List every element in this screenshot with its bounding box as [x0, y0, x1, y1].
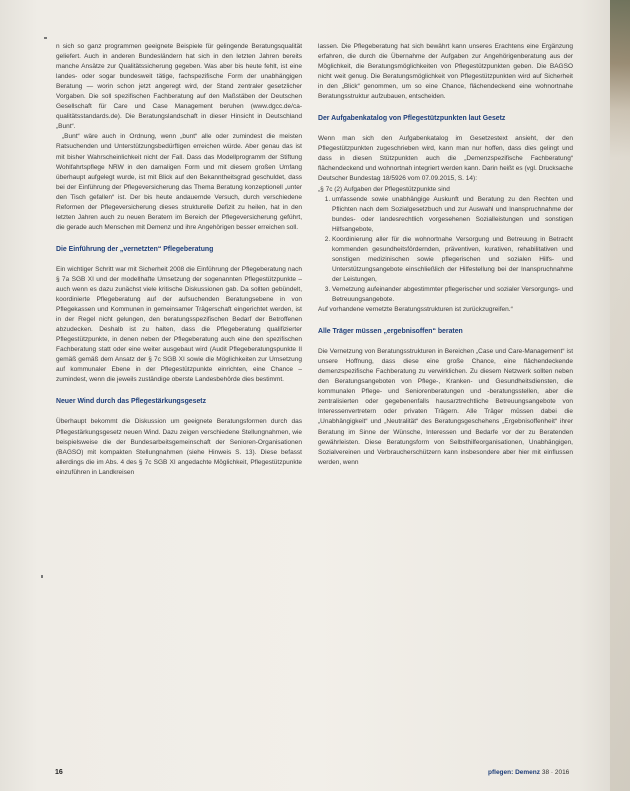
left-paragraph-4: Überhaupt bekommt die Diskussion um geeignete Beratungsformen durch das Pflegestärkungsgesetz neuen Wind. Dazu zeigen verschiedene Stellungnahmen, wie beispielsweise die der Bundesarbeitsgemeinschaft der Senioren-Organisationen (BAGSO) mit kompakten Stellungnahmen (siehe Hinweis S. 13). Diese befasst allerdings die im Abs. 4 des § 7c SGB XI angedachte Möglichkeit, Pflegestützpunkte einzuführen in Landkreisen	[56, 418, 302, 476]
left-column	[56, 42, 302, 478]
law-quote-intro: „§ 7c (2) Aufgaben der Pflegestützpunkte sind	[318, 185, 450, 193]
scan-speck	[41, 575, 43, 578]
right-paragraph-4: Die Vernetzung von Beratungsstrukturen in Bereichen „Case und Care-Management“ ist unsere Hoffnung, dass diese eine große Chance, eine flächendeckende demenzspezifische Fachberatung zu verwirklichen. Zu diesem Netzwerk sollten neben den Beratungsangeboten von Pflege-, Kranken- und Gesundheitsdiensten, die kommunalen Pflege- und Seniorenberatungen und -beratungsstellen, aber die zentralisierten oder gegebenenfalls hausarztrechtliche Betreuungsangebote von Interessenvertretern oder privaten Trägern. Alle Träger müssen dabei die „Unabhängigkeit“ und „Neutralität“ des Beratungsgeschehens „Ergebnisoffenheit“ ihrer Beratung im Sinne der Wünsche, Interessen und Bedarfe vor der zu Beratenden gewährleisten. Diese Beratungsform von Selbsthilfeorganisationen, Unabhängigen, Sozialvereinen und Verbraucherschützern kann insbesondere aber hier mit einflussen werden, wenn	[318, 348, 573, 466]
right-paragraph-3: Auf vorhandene vernetzte Beratungsstrukturen ist zurückzugreifen.“	[318, 306, 513, 314]
right-paragraph-2: Wenn man sich den Aufgabenkatalog im Gesetzestext ansieht, der den Pflegestützpunkten zugeschrieben wird, kann man nur hoffen, dass dies gelingt und dass in diesen Stützpunkten auch die „Demenzspezifische Fachberatung“ flächendeckend und wohnortnah integriert werden kann. Darin heißt es (vgl. Drucksache Deutscher Bundestag 18/5926 vom 07.09.2015, S. 14):	[318, 135, 573, 183]
right-paragraph-1: lassen. Die Pflegeberatung hat sich bewährt kann unseres Erachtens eine Ergänzung erfahren, die durch die Übernahme der Aufgaben zur Angehörigenberatung aus der Möglichkeit, die Beratungsmöglichkeiten von Pflegestützpunkten geben. Die BAGSO nicht weit genug. Die Beratungsmöglichkeit von Pflegestützpunkten wird auf Sicherheit in den „Blick“ genommen, um so eine Chance, flächendeckend eine wohnortnahe Beratungsstruktur aufzubauen, entscheiden.	[318, 43, 573, 101]
right-column	[318, 42, 573, 468]
left-paragraph-1: n sich so ganz programmen geeignete Beispiele für gelingende Beratungsqualität geliefert. Auch in anderen Bundesländern hat sich in den letzten Jahren bereits manche Ansätze zur Qualitätssicherung gegeben. Was aber bis heute fehlt, ist eine landes- oder sogar bundesweit tätige, fachspezifische Form der unabhängigen Beratung — worin schon jetzt angeregt wird, der Stand zentraler gesetzlicher Vorgaben. Die soll spezifischen Fachberatung auf den Maßstäben der Deutschen Gesellschaft für Care und Case Management beruhen (www.dgcc.de/ca-qualitätsstandards.de). Die Beratungslandschaft in dieser Hinsicht in Deutschland „Bunt“.	[56, 43, 302, 131]
section-heading-traeger-ergebnisoffen: Alle Träger müssen „ergebnisoffen“ beraten	[318, 328, 463, 336]
left-paragraph-2: „Bunt“ wäre auch in Ordnung, wenn „bunt“ alle oder zumindest die meisten Ratsuchenden und Unterstützungsbedürftigen erreichen würde. Aber genau das ist mit bisher Wahrscheinlichkeit nicht der Fall. Dass das Modellprogramm der Stiftung Wohlfahrtspflege NRW in den damaligen Form und mit diesem großen Umfang überhaupt aufgelegt wurde, ist mit Blick auf den Bekanntheitsgrad geschuldet, dass bei der Einführung der Pflegeversicherung das Thema Beratung konzeptionell „unter den Tisch gefallen“ ist. Der bis heute andauernde Versuch, durch verschiedene Reformen der Pflegeversicherung dieses strukturelle Defizit zu heilen, hat in den letzten Jahren auch zu neuen Beratern im Bereich der Pflegeversicherung geführt, die gerade auch Menschen mit Demenz und ihre Angehörigen besser erreichen soll.	[56, 133, 302, 231]
page-number: 16	[55, 769, 63, 776]
section-heading-aufgabenkatalog: Der Aufgabenkatalog von Pflegestützpunkten laut Gesetz	[318, 115, 506, 123]
adjacent-page-photo-edge	[610, 0, 630, 791]
list-item: 3. Vernetzung aufeinander abgestimmter pflegerischer und sozialer Versorgungs- und Betreuungsangebote.	[332, 285, 573, 305]
section-heading-vernetzte-pflegeberatung: Die Einführung der „vernetzten“ Pflegeberatung	[56, 245, 214, 253]
magazine-name: pflegen: Demenz	[488, 769, 541, 776]
law-task-list	[318, 195, 573, 306]
list-item: 2. Koordinierung aller für die wohnortnahe Versorgung und Betreuung in Betracht kommenden gesundheitsfördernden, präventiven, kurativen, rehabilitativen und sonstigen medizinischen sowie pflegerischen und sozialen Hilfs- und Unterstützungsangebote einschließlich der Hilfestellung bei der Inanspruchnahme der Leistungen,	[332, 235, 573, 285]
left-paragraph-3: Ein wichtiger Schritt war mit Sicherheit 2008 die Einführung der Pflegeberatung nach § 7a SGB XI und der modellhafte Umsetzung der sogenannten Pflegestützpunkte – auch wenn es dazu zunächst viele kritische Diskussionen gab. Da sollten gebündelt, koordinierte Pflegeberatung auf der aufsuchenden Beratungsebene in von Pflegekassen und Kommunen in gemeinsamer Trägerschaft eingerichtet werden, ist in der Regel nicht gelungen, den beratungsspezifischen Bedarf der Betroffenen abzudecken. Deshalb ist zu halten, dass die Pflegeberatung qualifizierter Pflegestützpunkte, in denen neben der Pflegeberatung auch eine den spezifischen Fachberatung statt oder eine weiter ausgebaut wird (Audit Pflegeberatungspunkte II gemäß gemäß dem Ansatz der § 7c SGB XI sowie die Möglichkeiten zur Umsetzung auf kommunaler Ebene in der Pflegestützpunkte einrichten, eine Chance – zumindest, wenn die jeweils zuständige oberste Landesbehörde dies bestimmt.	[56, 265, 302, 384]
magazine-issue: 38 · 2016	[541, 769, 570, 776]
magazine-footer	[488, 769, 569, 776]
section-heading-pflegestaerkungsgesetz: Neuer Wind durch das Pflegestärkungsgesetz	[56, 398, 207, 406]
scan-speck	[44, 37, 47, 39]
list-item: 1. umfassende sowie unabhängige Auskunft und Beratung zu den Rechten und Pflichten nach dem Sozialgesetzbuch und zur Auswahl und Inanspruchnahme der bundes- oder landesrechtlich vorgesehenen Sozialleistungen und sonstigen Hilfsangebote,	[332, 195, 573, 235]
